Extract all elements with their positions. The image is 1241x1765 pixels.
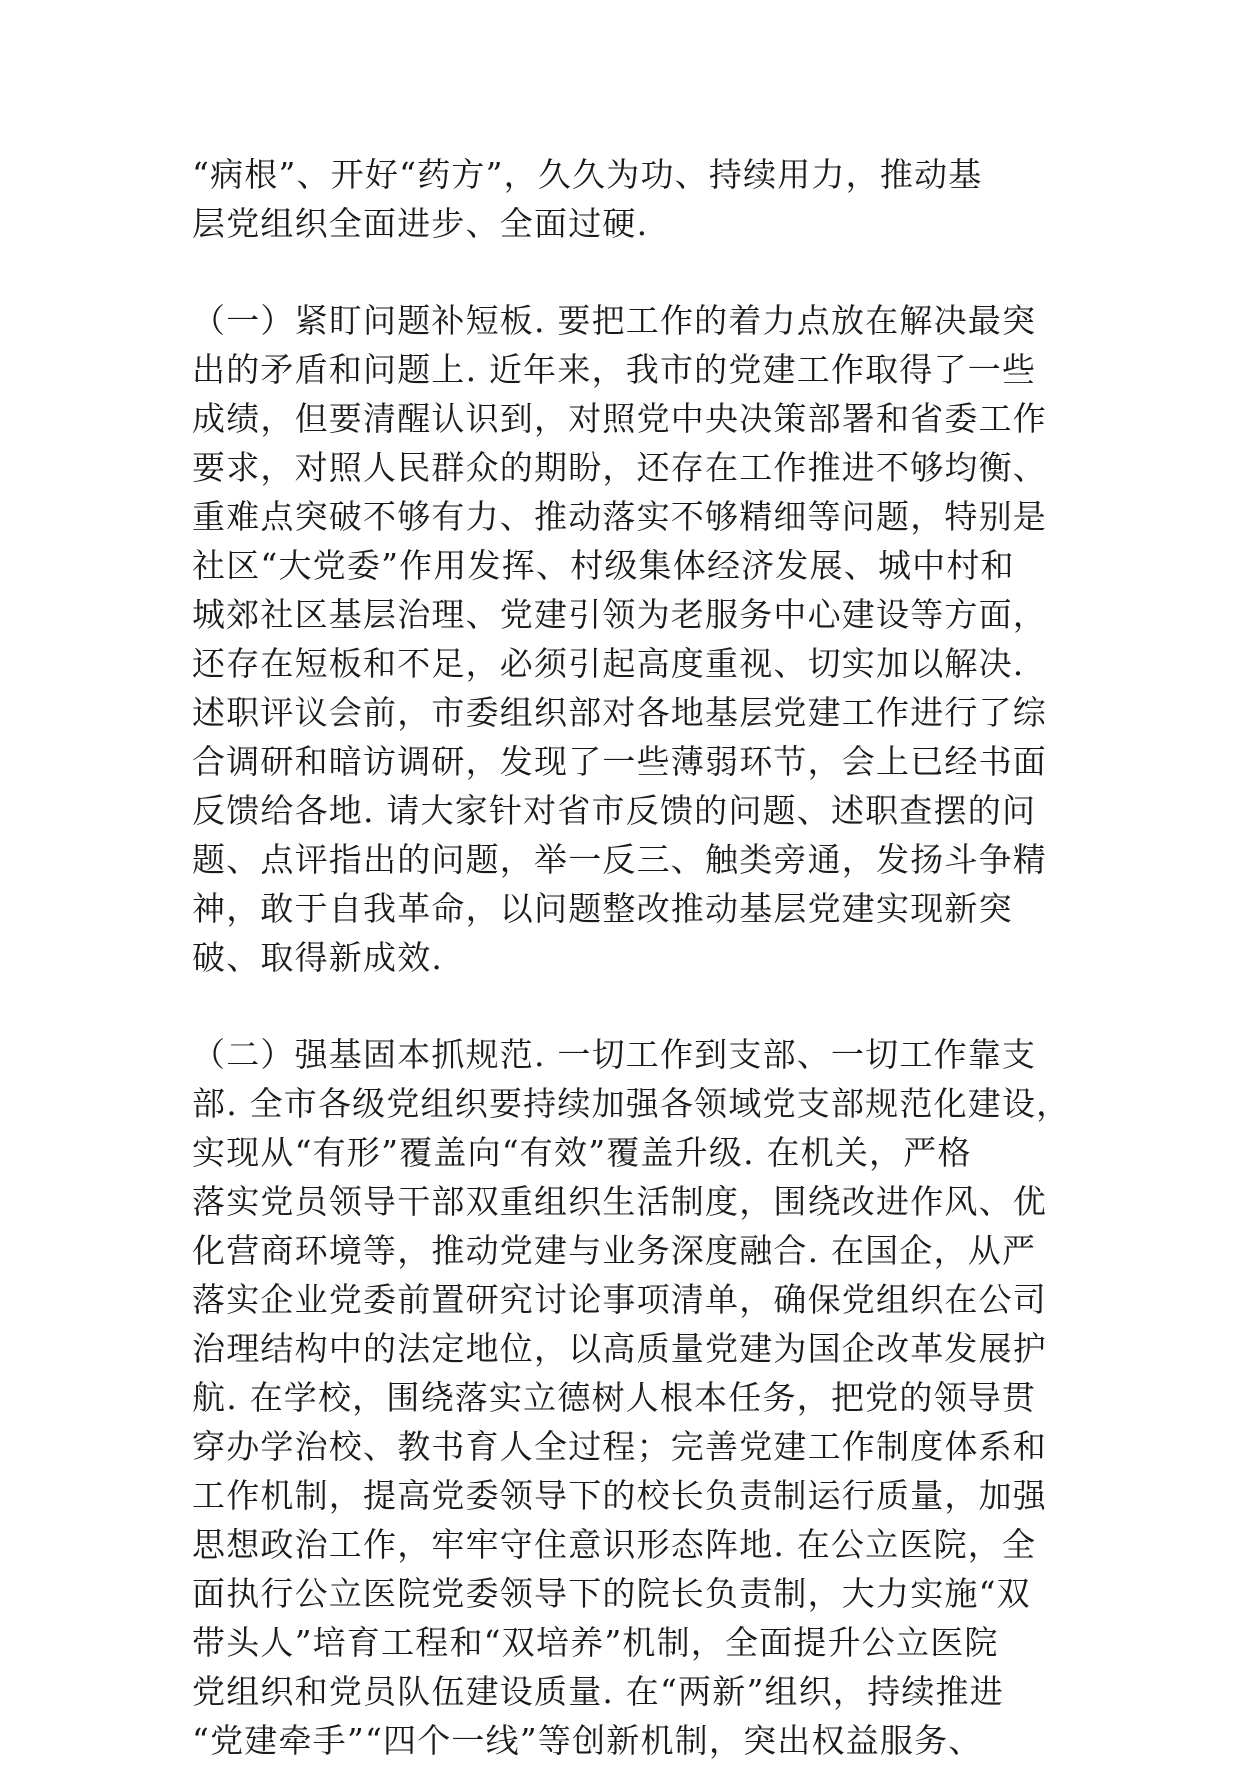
text-line: “病根”、开好“药方”，久久为功、持续用力，推动基	[192, 155, 983, 194]
text-line: 社区“大党委”作用发挥、村级集体经济发展、城中村和	[192, 546, 1015, 585]
text-line: 航. 在学校，围绕落实立德树人根本任务，把党的领导贯	[192, 1378, 1037, 1417]
text-line: 成绩，但要清醒认识到，对照党中央决策部署和省委工作	[192, 399, 1047, 438]
text-line: 部. 全市各级党组织要持续加强各领域党支部规范化建设，	[192, 1084, 1071, 1123]
paragraph-spacer	[192, 248, 1052, 296]
text-line: 党组织和党员队伍建设质量. 在“两新”组织，持续推进	[192, 1672, 1004, 1711]
text-line: 实现从“有形”覆盖向“有效”覆盖升级. 在机关，严格	[192, 1133, 972, 1172]
text-line: 出的矛盾和问题上. 近年来，我市的党建工作取得了一些	[192, 350, 1037, 389]
text-line: （一）紧盯问题补短板. 要把工作的着力点放在解决最突	[192, 301, 1037, 340]
text-line: 化营商环境等，推动党建与业务深度融合. 在国企，从严	[192, 1231, 1037, 1270]
text-line: “党建牵手”“四个一线”等创新机制，突出权益服务、	[192, 1721, 983, 1760]
paragraph-section-two	[192, 1030, 1071, 1765]
text-line: 神，敢于自我革命，以问题整改推动基层党建实现新突	[192, 889, 1013, 928]
text-line: 面执行公立医院党委领导下的院长负责制，大力实施“双	[192, 1574, 1031, 1613]
paragraph-intro	[192, 150, 1052, 248]
text-line: 思想政治工作，牢牢守住意识形态阵地. 在公立医院，全	[192, 1525, 1037, 1564]
text-line: 层党组织全面进步、全面过硬.	[192, 204, 649, 243]
document-body	[192, 150, 1071, 1765]
text-line: 治理结构中的法定地位，以高质量党建为国企改革发展护	[192, 1329, 1047, 1368]
text-line: 落实企业党委前置研究讨论事项清单，确保党组织在公司	[192, 1280, 1047, 1319]
text-line: 穿办学治校、教书育人全过程；完善党建工作制度体系和	[192, 1427, 1047, 1466]
text-line: 城郊社区基层治理、党建引领为老服务中心建设等方面，	[192, 595, 1047, 634]
text-line: 要求，对照人民群众的期盼，还存在工作推进不够均衡、	[192, 448, 1047, 487]
paragraph-section-one	[192, 296, 1052, 982]
text-line: 题、点评指出的问题，举一反三、触类旁通，发扬斗争精	[192, 840, 1047, 879]
text-line: 破、取得新成效.	[192, 938, 444, 977]
text-line: 还存在短板和不足，必须引起高度重视、切实加以解决.	[192, 644, 1025, 683]
text-line: 落实党员领导干部双重组织生活制度，围绕改进作风、优	[192, 1182, 1047, 1221]
text-line: 工作机制，提高党委领导下的校长负责制运行质量，加强	[192, 1476, 1047, 1515]
text-line: （二）强基固本抓规范. 一切工作到支部、一切工作靠支	[192, 1035, 1037, 1074]
paragraph-spacer	[192, 982, 1052, 1030]
text-line: 反馈给各地. 请大家针对省市反馈的问题、述职查摆的问	[192, 791, 1037, 830]
text-line: 带头人”培育工程和“双培养”机制，全面提升公立医院	[192, 1623, 999, 1662]
text-line: 述职评议会前，市委组织部对各地基层党建工作进行了综	[192, 693, 1047, 732]
text-line: 重难点突破不够有力、推动落实不够精细等问题，特别是	[192, 497, 1047, 536]
text-line: 合调研和暗访调研，发现了一些薄弱环节，会上已经书面	[192, 742, 1047, 781]
